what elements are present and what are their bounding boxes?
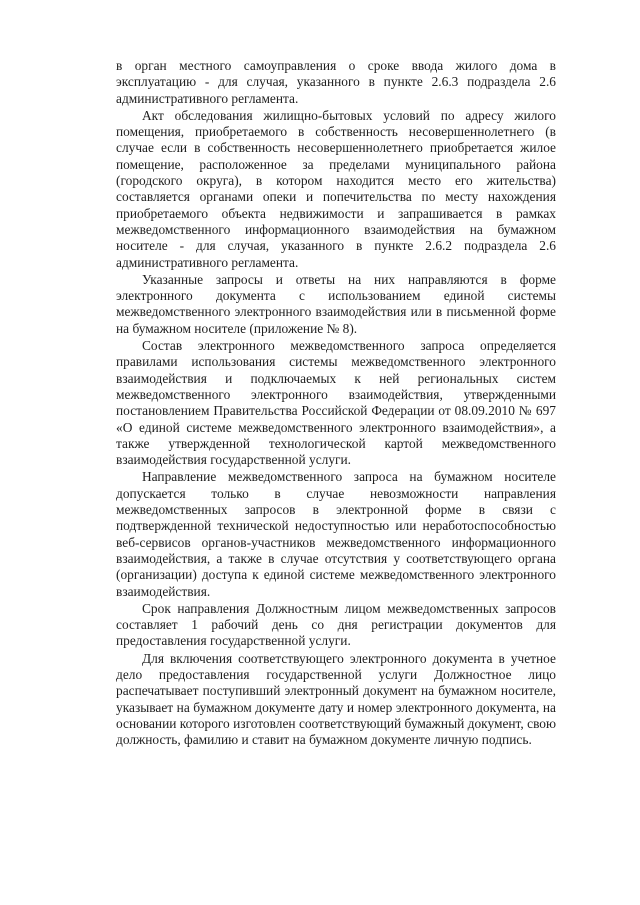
paragraph-inspection-act: Акт обследования жилищно-бытовых условий по адресу жилого помещения, приобретаемого в собственность несовершеннолетнего (в случае если в собственность несовершеннолетнего приобретается жилое помещение, расположенное за пределами муниципального района (городского округа), в котором находится место его жительства) составляется органами опеки и попечительства по месту нахождения приобретаемого объекта недвижимости и запрашивается в рамках межведомственного информационного взаимодействия на бумажном носителе - для случая, указанного в пункте 2.6.2 подраздела 2.6 административного регламента. bbox=[116, 107, 556, 270]
paragraph-request-deadline: Срок направления Должностным лицом межведомственных запросов составляет 1 рабочий день со дня регистрации документов для предоставления государственной услуги. bbox=[116, 600, 556, 649]
paragraph-continuation: в орган местного самоуправления о сроке ввода жилого дома в эксплуатацию - для случая, указанного в пункте 2.6.3 подраздела 2.6 административного регламента. bbox=[116, 58, 556, 106]
paragraph-paper-request: Направление межведомственного запроса на бумажном носителе допускается только в случае невозможности направления межведомственных запросов в электронной форме в связи с подтвержденной технической недоступностью или неработоспособностью веб-сервисов органов-участников межведомственного информационного взаимодействия, а также в случае отсутствия у соответствующего органа (организации) доступа к единой системе межведомственного электронного взаимодействия. bbox=[116, 469, 556, 599]
document-body bbox=[116, 58, 556, 749]
paragraph-document-inclusion: Для включения соответствующего электронного документа в учетное дело предоставления государственной услуги Должностное лицо распечатывает поступивший электронный документ на бумажном носителе, указывает на бумажном документе дату и номер электронного документа, на основании которого изготовлен соответствующий бумажный документ, свою должность, фамилию и ставит на бумажном документе личную подпись. bbox=[116, 650, 556, 748]
paragraph-requests-form: Указанные запросы и ответы на них направляются в форме электронного документа с использованием единой системы межведомственного электронного взаимодействия или в письменной форме на бумажном носителе (приложение № 8). bbox=[116, 271, 556, 336]
paragraph-request-content: Состав электронного межведомственного запроса определяется правилами использования системы межведомственного электронного взаимодействия и подключаемых к ней региональных систем межведомственного электронного взаимодействия, утвержденными постановлением Правительства Российской Федерации от 08.09.2010 № 697 «О единой системе межведомственного электронного взаимодействия», а также утвержденной технологической картой межведомственного взаимодействия государственной услуги. bbox=[116, 338, 556, 468]
